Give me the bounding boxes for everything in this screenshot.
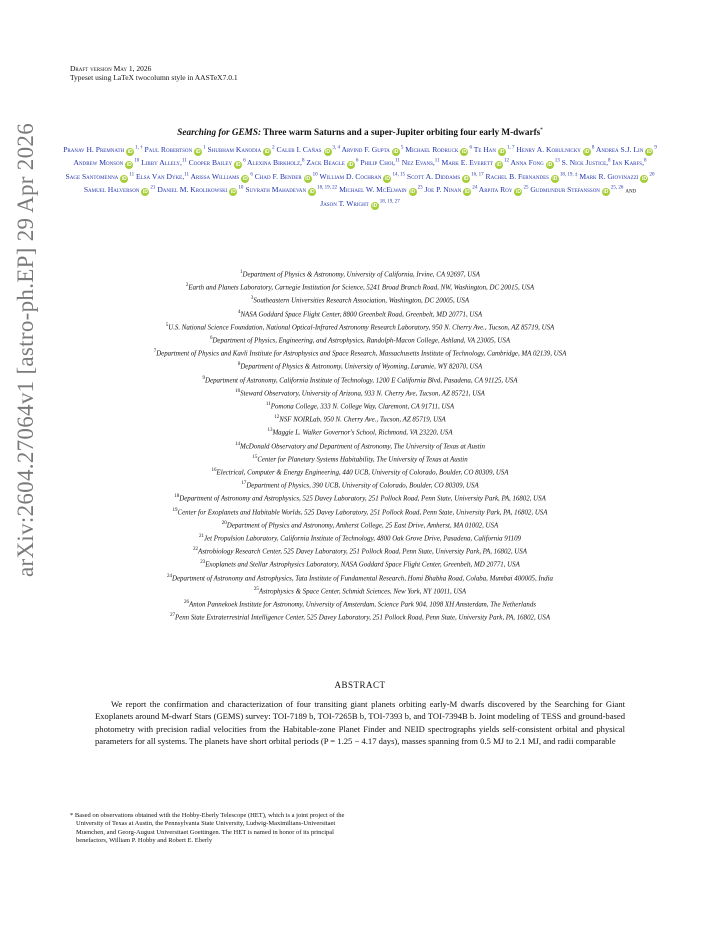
affiliation-entry: [58, 374, 662, 387]
affiliation-entry: [58, 413, 662, 426]
affiliation-text: U.S. National Science Foundation, National Optical-Infrared Astronomy Research Laboratory, 950 N. Cherry Ave., Tucson, AZ 85719, USA: [168, 324, 555, 332]
affiliation-entry: [58, 334, 662, 347]
author-name: and: [625, 185, 637, 195]
author-name: Paul Robertson: [144, 144, 193, 154]
author-name: Shubham Kanodia: [207, 144, 262, 154]
author-name: Scott A. Diddams: [406, 171, 461, 181]
affiliation-text: Penn State Extraterrestrial Intelligence Center, 525 Davey Laboratory, 251 Pollock Road, Penn State, University Park, PA, 16802, USA: [174, 614, 551, 622]
affiliation-entry: [58, 281, 662, 294]
draft-version-line: Draft version May 1, 2026: [70, 64, 152, 73]
orcid-icon[interactable]: iD: [121, 175, 127, 182]
affiliation-entry: [58, 572, 662, 585]
author-entry[interactable]: [276, 145, 340, 154]
affiliation-entry: [58, 558, 662, 571]
affiliation-entry: [58, 611, 662, 624]
orcid-icon[interactable]: iD: [142, 189, 148, 196]
title-footnote: * Based on observations obtained with the Hobby-Eberly Telescope (HET), which is a joint project of the University of Texas at Austin, the Pennsylvania State University, Ludwig-Maximilians-Universitaet Muenchen, and Georg-August Universitaet Goettingen. The HET is named in honor of its principal benefactors, William P. Hobby and Robert E. Eberly: [70, 812, 345, 845]
affiliation-text: Department of Physics, 390 UCB, University of Colorado, Boulder, CO 80309, USA: [246, 482, 479, 490]
affiliation-entry: [58, 545, 662, 558]
affiliation-number: 17: [241, 481, 247, 487]
author-entry[interactable]: [486, 172, 578, 181]
author-entry[interactable]: [84, 185, 156, 194]
author-entry: [360, 158, 400, 167]
affiliation-number: 4: [237, 309, 241, 315]
author-name: Arpita Roy: [478, 185, 513, 195]
author-entry[interactable]: [320, 199, 400, 208]
author-name: Daniel M. Krolikowski: [157, 185, 228, 195]
author-entry[interactable]: [442, 158, 509, 167]
affiliation-number: 9: [202, 375, 206, 381]
affiliation-number: 3: [250, 296, 254, 302]
affiliation-text: Jet Propulsion Laboratory, California Institute of Technology, 4800 Oak Grove Drive, Pasadena, California 91109: [203, 535, 522, 543]
affiliation-list: [58, 268, 662, 624]
affiliation-number: 26: [184, 600, 189, 606]
author-name: Henry A. Kobulnicky: [516, 144, 581, 154]
affiliation-text: Department of Physics, Engineering, and Astrophysics, Randolph-Macon College, Ashland, VA 23005, USA: [212, 337, 511, 345]
author-affiliation-marks: 24: [472, 185, 478, 191]
author-name: Samuel Halverson: [83, 185, 140, 195]
author-name: Sage Santomenna: [65, 171, 119, 181]
author-entry[interactable]: [190, 172, 252, 181]
affiliation-text: Center for Planetary Systems Habitability, The University of Texas at Austin: [257, 456, 468, 464]
author-entry[interactable]: [425, 185, 478, 194]
author-entry[interactable]: [339, 185, 423, 194]
author-entry[interactable]: [479, 185, 529, 194]
affiliation-text: Department of Astronomy and Astrophysics, Tata Institute of Fundamental Research, Homi Bhabha Road, Colaba, Mumbai 400005, India: [172, 574, 553, 582]
author-entry[interactable]: [319, 172, 405, 181]
orcid-icon[interactable]: iD: [384, 175, 390, 182]
author-entry[interactable]: [74, 158, 140, 167]
author-entry[interactable]: [145, 145, 206, 154]
author-entry[interactable]: [510, 158, 559, 167]
author-entry: [562, 158, 611, 167]
author-name: Nez Evans,: [401, 158, 435, 168]
author-affiliation-marks: 6: [243, 158, 246, 164]
affiliation-entry: [58, 440, 662, 453]
orcid-icon[interactable]: iD: [127, 148, 133, 155]
affiliation-text: NASA Goddard Space Flight Center, 8800 Greenbelt Road, Greenbelt, MD 20771, USA: [240, 310, 483, 318]
author-name: Andrew Monson: [73, 158, 124, 168]
affiliation-entry: [58, 268, 662, 281]
orcid-icon[interactable]: iD: [264, 148, 270, 155]
author-entry[interactable]: [66, 172, 135, 181]
affiliation-text: NSF NOIRLab, 950 N. Cherry Ave., Tucson, AZ 85719, USA: [279, 416, 446, 424]
orcid-icon[interactable]: iD: [552, 175, 558, 182]
author-affiliation-marks: 11: [434, 158, 440, 164]
orcid-icon[interactable]: iD: [499, 148, 505, 155]
affiliation-text: Department of Physics and Kavli Institute for Astrophysics and Space Research, Massachusetts Institute of Technology, Cambridge, MA 02139, USA: [156, 350, 567, 358]
author-affiliation-marks: 9: [654, 145, 657, 150]
orcid-icon[interactable]: iD: [242, 175, 248, 182]
orcid-icon[interactable]: iD: [515, 189, 521, 196]
affiliation-entry: [58, 387, 662, 400]
affiliation-entry: [58, 347, 662, 360]
affiliation-entry: [58, 321, 662, 334]
author-affiliation-marks: 3, 4: [332, 145, 340, 150]
author-name: Rachel B. Fernandes: [485, 171, 549, 181]
affiliation-text: Astrobiology Research Center, 525 Davey Laboratory, 251 Pollock Road, Penn State, University Park, PA, 16802, USA: [198, 548, 527, 556]
author-affiliation-marks: 18, 19, 27: [379, 199, 400, 205]
affiliation-number: 25: [253, 586, 259, 592]
orcid-icon[interactable]: iD: [195, 148, 201, 155]
author-affiliation-marks: 14, 15: [392, 172, 405, 178]
author-affiliation-marks: 25, 26: [610, 185, 624, 191]
affiliation-number: 18: [174, 494, 180, 500]
affiliation-text: Department of Physics & Astronomy, University of California, Irvine, CA 92697, USA: [242, 271, 480, 279]
author-entry: [247, 158, 304, 167]
author-name: Michael W. McElwain: [339, 185, 407, 195]
author-affiliation-marks: 11: [184, 172, 189, 178]
affiliation-text: Steward Observatory, University of Arizona, 933 N. Cherry Ave, Tucson, AZ 85721, USA: [240, 390, 485, 398]
author-name: S. Nick Justice,: [561, 158, 609, 168]
author-affiliation-marks: 10: [312, 172, 318, 178]
affiliation-entry: [58, 598, 662, 611]
author-name: Arvind F. Gupta: [341, 144, 390, 154]
author-name: Jason T. Wright: [320, 198, 369, 208]
author-name: Suvrath Mahadevan: [245, 185, 307, 195]
orcid-icon[interactable]: iD: [410, 189, 416, 196]
author-name: Libby Allely,: [141, 158, 182, 168]
affiliation-number: 16: [211, 468, 217, 474]
affiliation-text: Department of Physics & Astronomy, University of Wyoming, Laramie, WY 82070, USA: [240, 363, 483, 371]
abstract-body: We report the confirmation and characterization of four transiting giant planets orbiting early-M dwarfs discovered by the Searching for Giant Exoplanets around M-dwarf Stars (GEMS) survey: TOI-7189 b, TOI-7265B b, TOI-7393 b, and TOI-7394B b. Joint modeling of TESS and ground-based photometry with precision radial velocities from the Habitable-zone Planet Finder and NEID spectrographs yields self-consistent orbital and physical parameters for all systems. The planets have short orbital periods (P = 1.25 − 4.17 days), masses spanning from 0.5 MJ to 2.1 MJ, and radii comparable: [95, 699, 625, 747]
author-affiliation-marks: 11: [129, 172, 135, 178]
typeset-line: Typeset using LaTeX twocolumn style in AASTeX7.0.1: [70, 73, 238, 82]
author-affiliation-marks: 11: [181, 158, 187, 164]
affiliation-entry: [58, 585, 662, 598]
affiliation-entry: [58, 519, 662, 532]
author-affiliation-marks: 8: [608, 158, 611, 164]
title-footnote-mark: *: [540, 127, 543, 133]
affiliation-number: 20: [221, 520, 227, 526]
arxiv-id-text: arXiv:2604.27064v1 [astro-ph.EP] 29 Apr 2026: [13, 123, 39, 577]
affiliation-number: 19: [172, 507, 178, 513]
affiliation-number: 11: [265, 402, 271, 408]
author-affiliation-marks: 10: [134, 158, 140, 164]
orcid-icon[interactable]: iD: [547, 162, 553, 169]
orcid-icon[interactable]: iD: [464, 189, 470, 196]
author-entry[interactable]: [306, 158, 358, 167]
author-affiliation-marks: 1, 7: [507, 145, 515, 150]
author-entry[interactable]: [255, 172, 318, 181]
affiliation-entry: [58, 426, 662, 439]
author-affiliation-marks: 6: [469, 145, 472, 150]
author-affiliation-marks: 11: [395, 158, 400, 164]
author-affiliation-marks: 13: [554, 158, 560, 164]
author-affiliation-marks: 2: [272, 145, 275, 150]
author-affiliation-marks: 21: [150, 185, 156, 191]
author-entry: [612, 158, 646, 167]
affiliation-text: McDonald Observatory and Department of Astronomy, The University of Texas at Austin: [240, 442, 485, 450]
affiliation-entry: [58, 532, 662, 545]
author-entry: [136, 172, 189, 181]
author-name: Elsa Van Dyke,: [136, 171, 185, 181]
orcid-icon[interactable]: iD: [309, 189, 315, 196]
affiliation-number: 2: [185, 283, 189, 289]
author-affiliation-marks: 10: [238, 185, 244, 191]
author-entry: [402, 158, 440, 167]
orcid-icon[interactable]: iD: [463, 175, 469, 182]
affiliation-entry: [58, 506, 662, 519]
author-entry[interactable]: [208, 145, 275, 154]
author-entry[interactable]: [157, 185, 243, 194]
affiliation-entry: [58, 308, 662, 321]
author-name: Arissa Williams: [190, 171, 240, 181]
author-name: Joe P. Ninan: [424, 185, 462, 195]
author-list: [58, 142, 662, 210]
affiliation-number: 13: [267, 428, 273, 434]
author-entry[interactable]: [189, 158, 246, 167]
affiliation-number: 10: [235, 388, 241, 394]
affiliation-entry: [58, 400, 662, 413]
affiliation-text: Pomona College, 333 N. College Way, Claremont, CA 91711, USA: [270, 403, 455, 411]
author-entry[interactable]: [530, 185, 623, 194]
orcid-icon[interactable]: iD: [305, 175, 311, 182]
orcid-icon[interactable]: iD: [646, 148, 652, 155]
author-affiliation-marks: 6: [250, 172, 253, 178]
affiliation-number: 24: [167, 573, 173, 579]
author-name: William D. Cochran: [319, 171, 382, 181]
author-name: Zack Beagle: [306, 158, 345, 168]
author-name: Mark R. Giovinazzi: [579, 171, 639, 181]
affiliation-entry: [58, 453, 662, 466]
author-name: Caleb I. Cañas: [276, 144, 322, 154]
affiliation-number: 5: [165, 322, 169, 328]
affiliation-number: 23: [200, 560, 206, 566]
title-italic-part: Searching for GEMS:: [177, 127, 262, 137]
author-affiliation-marks: 18, 19, ‡: [559, 172, 578, 178]
author-entry[interactable]: [407, 172, 484, 181]
author-entry[interactable]: [474, 145, 515, 154]
author-name: Michael Rodruck: [405, 144, 459, 154]
orcid-icon[interactable]: iD: [584, 148, 590, 155]
affiliation-entry: [58, 294, 662, 307]
author-affiliation-marks: 6: [355, 158, 359, 164]
orcid-icon[interactable]: iD: [126, 162, 132, 169]
affiliation-text: Astrophysics & Space Center, Schmidt Sciences, New York, NY 10011, USA: [258, 588, 467, 596]
author-affiliation-marks: 5: [400, 145, 404, 150]
author-affiliation-marks: 8: [301, 158, 305, 164]
author-affiliation-marks: 12: [503, 158, 509, 164]
author-entry[interactable]: [341, 145, 403, 154]
author-entry[interactable]: [245, 185, 337, 194]
orcid-icon[interactable]: iD: [235, 162, 241, 169]
orcid-icon[interactable]: iD: [325, 148, 330, 155]
author-name: Anna Fong: [510, 158, 544, 168]
author-affiliation-marks: 25: [523, 185, 529, 191]
affiliation-text: Department of Astronomy and Astrophysics, 525 Davey Laboratory, 251 Pollock Road, Penn State, University Park, PA, 16802, USA: [179, 495, 546, 503]
author-entry[interactable]: [516, 145, 594, 154]
author-name: Ian Karfs,: [612, 158, 644, 168]
affiliation-number: 8: [237, 362, 241, 368]
author-entry: [141, 158, 187, 167]
author-entry[interactable]: [405, 145, 472, 154]
affiliation-text: Maggie L. Walker Governor's School, Richmond, VA 23220, USA: [272, 429, 453, 437]
affiliation-number: 1: [240, 270, 243, 275]
author-affiliation-marks: 18, 19, 22: [317, 185, 338, 191]
affiliation-text: Anton Pannekoek Institute for Astronomy, University of Amsterdam, Science Park 904, 1098 XH Amsterdam, The Netherlands: [189, 601, 536, 609]
orcid-icon[interactable]: iD: [641, 175, 647, 182]
affiliation-number: 15: [252, 454, 258, 460]
affiliation-number: 27: [169, 613, 175, 619]
orcid-icon[interactable]: iD: [461, 148, 467, 155]
orcid-icon[interactable]: iD: [393, 148, 399, 155]
author-name: Mark E. Everett: [441, 158, 493, 168]
author-conjunction: [625, 185, 636, 194]
author-entry[interactable]: [579, 172, 654, 181]
orcid-icon[interactable]: iD: [372, 202, 378, 209]
author-affiliation-marks: 16, 17: [471, 172, 484, 178]
affiliation-number: 22: [193, 547, 199, 553]
author-name: Te Han: [473, 144, 496, 154]
author-entry[interactable]: [596, 145, 657, 154]
affiliation-number: 6: [209, 336, 213, 342]
affiliation-text: Department of Astronomy, California Institute of Technology, 1200 E California Blvd, Pasadena, CA 91125, USA: [205, 376, 518, 384]
draft-header: [70, 64, 238, 82]
affiliation-text: Center for Exoplanets and Habitable Worlds, 525 Davey Laboratory, 251 Pollock Road, Penn State, University Park, PA, 16802, USA: [177, 508, 548, 516]
affiliation-entry: [58, 492, 662, 505]
author-affiliation-marks: 8: [591, 145, 595, 150]
author-name: Philip Choi,: [360, 158, 396, 168]
author-name: Chad F. Bender: [254, 171, 302, 181]
orcid-icon[interactable]: iD: [230, 189, 236, 196]
author-name: Pranav H. Premnath: [63, 144, 125, 154]
affiliation-text: Department of Physics and Astronomy, Amherst College, 25 East Drive, Amherst, MA 01002, USA: [226, 522, 499, 530]
author-affiliation-marks: 8: [643, 158, 647, 164]
author-affiliation-marks: 20: [649, 172, 655, 178]
title-main-part: Three warm Saturns and a super-Jupiter orbiting four early M-dwarfs: [261, 127, 541, 137]
author-affiliation-marks: 1: [203, 145, 206, 150]
author-entry[interactable]: [63, 145, 142, 154]
orcid-icon[interactable]: iD: [603, 189, 609, 196]
affiliation-number: 12: [274, 415, 280, 421]
author-name: Alexina Birkholz,: [247, 158, 302, 168]
affiliation-number: 21: [198, 534, 204, 540]
affiliation-text: Earth and Planets Laboratory, Carnegie Institution for Science, 5241 Broad Branch Road, NW, Washington, DC 20015, USA: [188, 284, 535, 292]
orcid-icon[interactable]: iD: [496, 162, 502, 169]
author-affiliation-marks: 1, †: [135, 145, 143, 150]
affiliation-number: 7: [153, 349, 157, 355]
author-name: Cooper Bailey: [188, 158, 233, 168]
author-name: Andrea S.J. Lin: [595, 144, 644, 154]
affiliation-entry: [58, 466, 662, 479]
affiliation-entry: [58, 360, 662, 373]
affiliation-entry: [58, 479, 662, 492]
affiliation-number: 14: [235, 441, 240, 447]
orcid-icon[interactable]: iD: [348, 162, 354, 169]
abstract-heading: ABSTRACT: [334, 680, 386, 690]
paper-title: [60, 127, 660, 137]
arxiv-side-identifier: [6, 50, 46, 650]
author-name: Gudmundur Stefansson: [530, 185, 600, 195]
affiliation-text: Electrical, Computer & Energy Engineering, 440 UCB, University of Colorado, Boulder, CO 80309, USA: [216, 469, 509, 477]
affiliation-text: Southeastern Universities Research Association, Washington, DC 20005, USA: [253, 297, 470, 305]
affiliation-text: Exoplanets and Stellar Astrophysics Laboratory, NASA Goddard Space Flight Center, Greenbelt, MD 20771, USA: [205, 561, 520, 569]
author-affiliation-marks: 23: [417, 185, 423, 191]
